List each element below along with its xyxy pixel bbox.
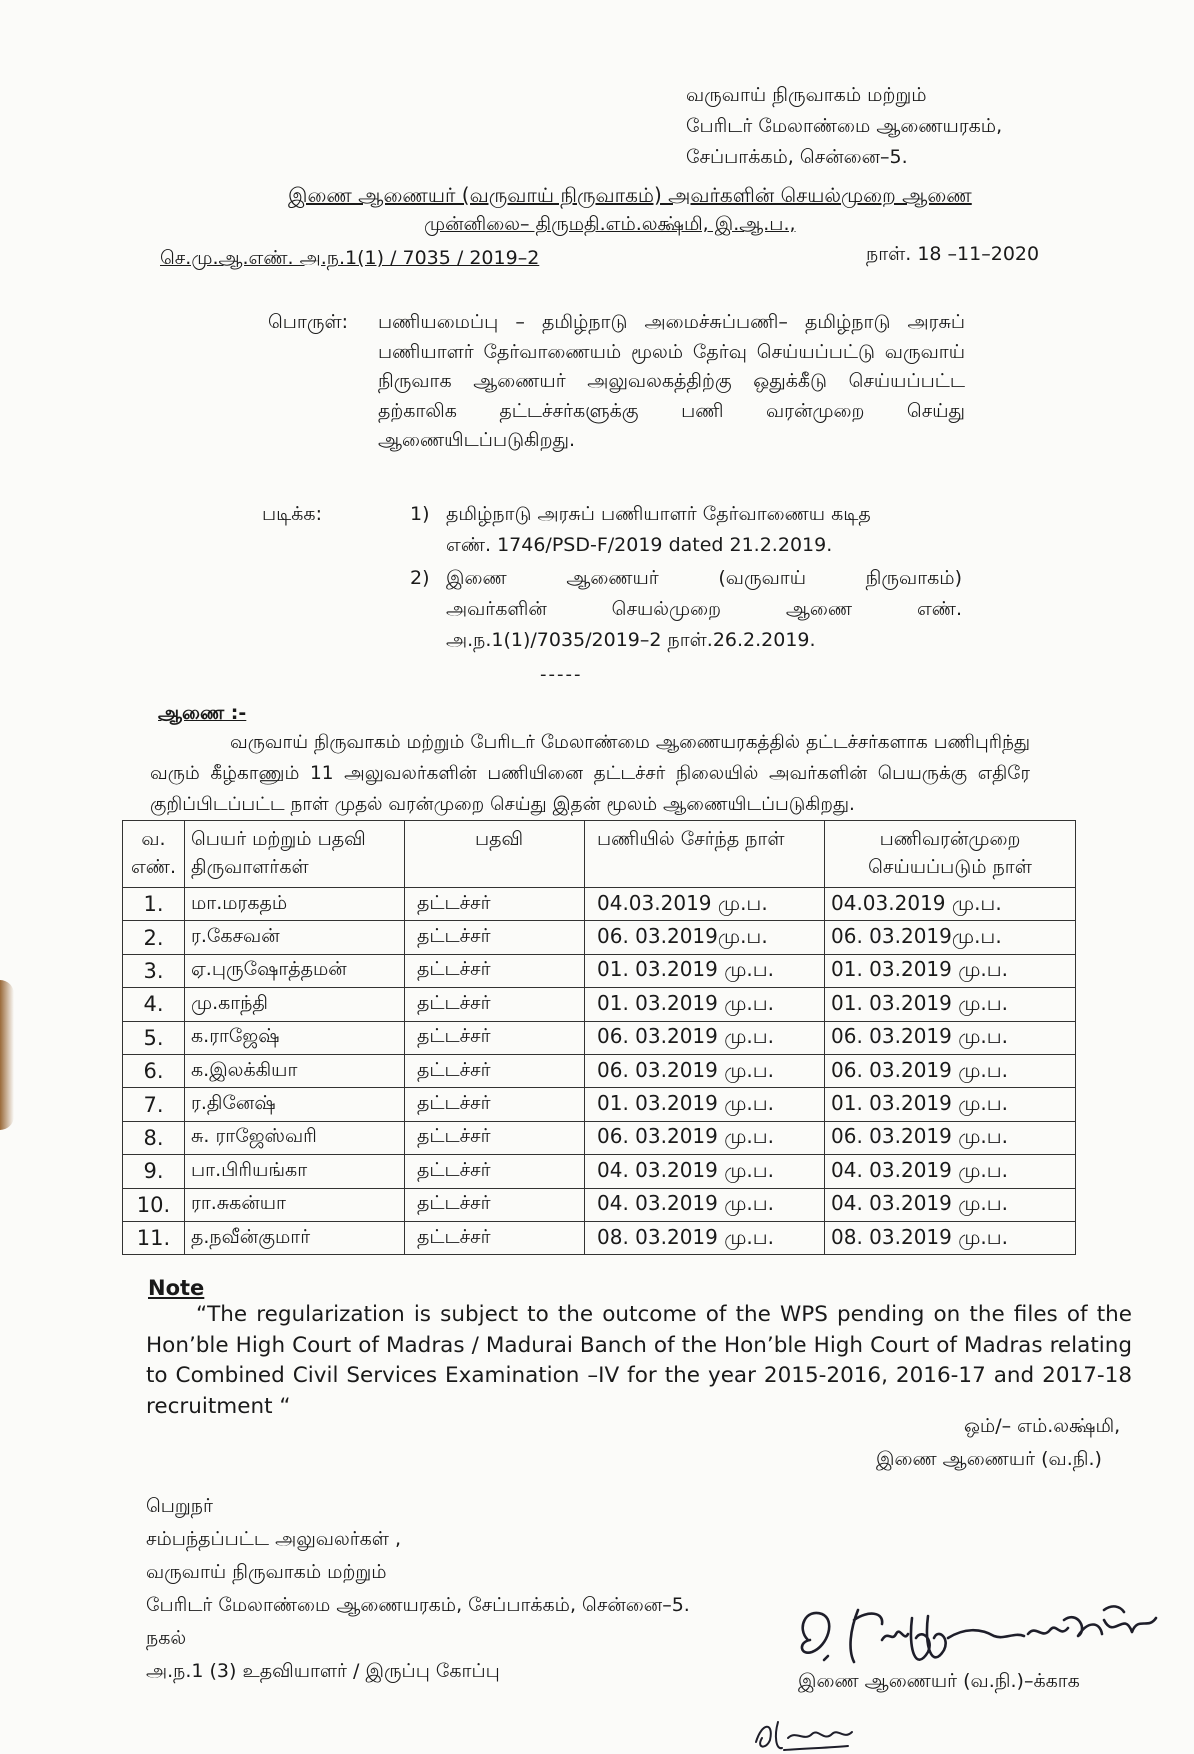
row-joined-date: 01. 03.2019 மு.ப. [585,954,825,987]
row-number: 4. [123,988,185,1021]
table-row [123,988,1076,1021]
row-number: 2. [123,921,185,954]
note-paragraph: “The regularization is subject to the outcome of the WPS pending on the files of the Hon’ble High Court of Madras / Madurai Banch of the Hon’ble High Court of Madras relating to Combined Civil Services Examination –IV for the year 2015-2016, 2016-17 and 2017-18 recruitment “ [146,1302,1132,1419]
row-name: க.ராஜேஷ் [185,1021,405,1054]
presence-line: முன்னிலை– திருமதி.எம்.லக்ஷ்மி, இ.ஆ.ப., [424,213,796,235]
copy-line: அ.ந.1 (3) உதவியாளர் / இருப்பு கோப்பு [146,1660,500,1682]
for-signatory: இணை ஆணையர் (வ.நி.)–க்காக [798,1670,1080,1692]
row-regularized-date: 01. 03.2019 மு.ப. [825,1088,1076,1121]
row-regularized-date: 06. 03.2019 மு.ப. [825,1121,1076,1154]
row-post: தட்டச்சர் [405,1221,585,1254]
row-regularized-date: 06. 03.2019 மு.ப. [825,1021,1076,1054]
recipients-block [146,1490,690,1688]
table-row [123,1221,1076,1254]
row-post: தட்டச்சர் [405,1188,585,1221]
row-name: மு.காந்தி [185,988,405,1021]
office-address [686,80,1002,173]
table-row [123,1188,1076,1221]
row-regularized-date: 08. 03.2019 மு.ப. [825,1221,1076,1254]
read-item-1-number: 1) [410,503,430,525]
row-name: மா.மரகதம் [185,888,405,921]
row-name: ரா.சுகன்யா [185,1188,405,1221]
row-post: தட்டச்சர் [405,988,585,1021]
row-regularized-date: 01. 03.2019 மு.ப. [825,954,1076,987]
row-name: ர.தினேஷ் [185,1088,405,1121]
read-item-2-line-3: அ.ந.1(1)/7035/2019–2 நாள்.26.2.2019. [446,629,816,651]
header-reg-line-2: செய்யப்படும் நாள் [868,856,1032,878]
recipients-line-2: வருவாய் நிருவாகம் மற்றும் [146,1561,387,1583]
read-item-2 [446,563,962,625]
row-regularized-date: 04. 03.2019 மு.ப. [825,1155,1076,1188]
row-joined-date: 06. 03.2019 மு.ப. [585,1121,825,1154]
row-number: 9. [123,1155,185,1188]
header-name-line-1: பெயர் மற்றும் பதவி [191,828,366,850]
row-name: சு. ராஜேஸ்வரி [185,1121,405,1154]
recipients-line-1: சம்பந்தப்பட்ட அலுவலர்கள் , [146,1528,402,1550]
subject-text: பணியமைப்பு – தமிழ்நாடு அமைச்சுப்பணி– தமிழ்நாடு அரசுப் பணியாளர் தேர்வாணையம் மூலம் தேர்வு செய்யப்பட்டு வருவாய் நிருவாக ஆணையர் அலுவலகத்திற்கு ஒதுக்கீடு செய்யப்பட்ட தற்காலிக தட்டச்சர்களுக்கு பணி வரன்முறை செய்து ஆணையிடப்படுகிறது. [378,311,965,451]
table-row [123,1088,1076,1121]
read-item-1 [446,499,871,561]
row-name: க.இலக்கியா [185,1054,405,1087]
row-joined-date: 06. 03.2019 மு.ப. [585,1021,825,1054]
row-joined-date: 08. 03.2019 மு.ப. [585,1221,825,1254]
signed-name: ஒம்/– எம்.லக்ஷ்மி, [964,1415,1121,1437]
header-name-line-2: திருவாளர்கள் [191,856,309,878]
row-post: தட்டச்சர் [405,921,585,954]
order-paragraph: வருவாய் நிருவாகம் மற்றும் பேரிடர் மேலாண்மை ஆணையரகத்தில் தட்டச்சர்களாக பணிபுரிந்து வரும் கீழ்காணும் 11 அலுவலர்களின் பணியினை தட்டச்சர் நிலையில் அவர்களின் பெயருக்கு எதிரே குறிப்பிடப்பட்ட நாள் முதல் வரன்முறை செய்து இதன் மூலம் ஆணையிடப்படுகிறது. [150,732,1030,815]
row-number: 10. [123,1188,185,1221]
header-sno [123,821,185,888]
row-joined-date: 01. 03.2019 மு.ப. [585,988,825,1021]
table-row [123,954,1076,987]
table-header-row [123,821,1076,888]
row-post: தட்டச்சர் [405,954,585,987]
page-edge-shadow [0,980,14,1130]
row-name: த.நவீன்குமார் [185,1221,405,1254]
row-joined-date: 04.03.2019 மு.ப. [585,888,825,921]
table-row [123,1155,1076,1188]
table-row [123,1121,1076,1154]
reference-number: செ.மு.ஆ.எண். அ.ந.1(1) / 7035 / 2019–2 [160,247,540,269]
row-post: தட்டச்சர் [405,888,585,921]
row-regularized-date: 06. 03.2019 மு.ப. [825,1054,1076,1087]
header-name [185,821,405,888]
row-number: 6. [123,1054,185,1087]
address-line-3: சேப்பாக்கம், சென்னை–5. [686,146,908,168]
header-sno-line-2: எண். [130,856,177,878]
read-item-1-line-2: எண். 1746/PSD-F/2019 dated 21.2.2019. [446,534,833,556]
handwritten-initials [748,1712,858,1754]
row-name: பா.பிரியங்கா [185,1155,405,1188]
row-joined-date: 01. 03.2019 மு.ப. [585,1088,825,1121]
row-number: 11. [123,1221,185,1254]
row-post: தட்டச்சர் [405,1021,585,1054]
header-joined-date: பணியில் சேர்ந்த நாள் [585,821,825,888]
row-number: 7. [123,1088,185,1121]
recipients-label: பெறுநர் [146,1495,213,1517]
row-number: 1. [123,888,185,921]
order-date: நாள். 18 –11–2020 [866,243,1040,265]
regularization-table [122,820,1076,1255]
table-row [123,1021,1076,1054]
order-heading: ஆணை :- [158,702,247,724]
row-joined-date: 04. 03.2019 மு.ப. [585,1155,825,1188]
handwritten-signature [788,1580,1168,1680]
row-regularized-date: 06. 03.2019மு.ப. [825,921,1076,954]
note-heading: Note [148,1276,205,1300]
read-item-2-number: 2) [410,567,430,589]
row-name: ர.கேசவன் [185,921,405,954]
proceedings-title: இணை ஆணையர் (வருவாய் நிருவாகம்) அவர்களின் செயல்முறை ஆணை [288,183,972,207]
row-number: 8. [123,1121,185,1154]
row-post: தட்டச்சர் [405,1155,585,1188]
row-regularized-date: 04.03.2019 மு.ப. [825,888,1076,921]
table-row [123,921,1076,954]
row-name: ஏ.புருஷோத்தமன் [185,954,405,987]
row-number: 3. [123,954,185,987]
table-row [123,1054,1076,1087]
signatory-designation: இணை ஆணையர் (வ.நி.) [876,1448,1102,1470]
header-post: பதவி [405,821,585,888]
row-regularized-date: 04. 03.2019 மு.ப. [825,1188,1076,1221]
header-reg-line-1: பணிவரன்முறை [879,828,1021,850]
read-item-1-line-1: தமிழ்நாடு அரசுப் பணியாளர் தேர்வாணைய கடித [446,503,871,525]
read-label: படிக்க: [262,503,322,525]
read-item-2-line-2: அவர்களின் செயல்முறை ஆணை எண். [446,598,962,620]
order-text [150,727,1030,820]
row-joined-date: 06. 03.2019மு.ப. [585,921,825,954]
recipients-line-3: பேரிடர் மேலாண்மை ஆணையரகம், சேப்பாக்கம், சென்னை–5. [146,1594,690,1616]
row-number: 5. [123,1021,185,1054]
row-joined-date: 04. 03.2019 மு.ப. [585,1188,825,1221]
read-item-2-line-1: இணை ஆணையர் (வருவாய் நிருவாகம்) [446,567,962,589]
row-joined-date: 06. 03.2019 மு.ப. [585,1054,825,1087]
note-text [146,1300,1132,1422]
address-line-1: வருவாய் நிருவாகம் மற்றும் [686,84,927,106]
header-sno-line-1: வ. [141,828,166,850]
subject-label: பொருள்: [268,311,349,333]
copy-label: நகல் [146,1627,187,1649]
row-post: தட்டச்சர் [405,1121,585,1154]
header-regularized-date [825,821,1076,888]
separator: ----- [540,664,583,685]
table-row [123,888,1076,921]
row-post: தட்டச்சர் [405,1054,585,1087]
row-post: தட்டச்சர் [405,1088,585,1121]
row-regularized-date: 01. 03.2019 மு.ப. [825,988,1076,1021]
address-line-2: பேரிடர் மேலாண்மை ஆணையரகம், [686,115,1003,137]
